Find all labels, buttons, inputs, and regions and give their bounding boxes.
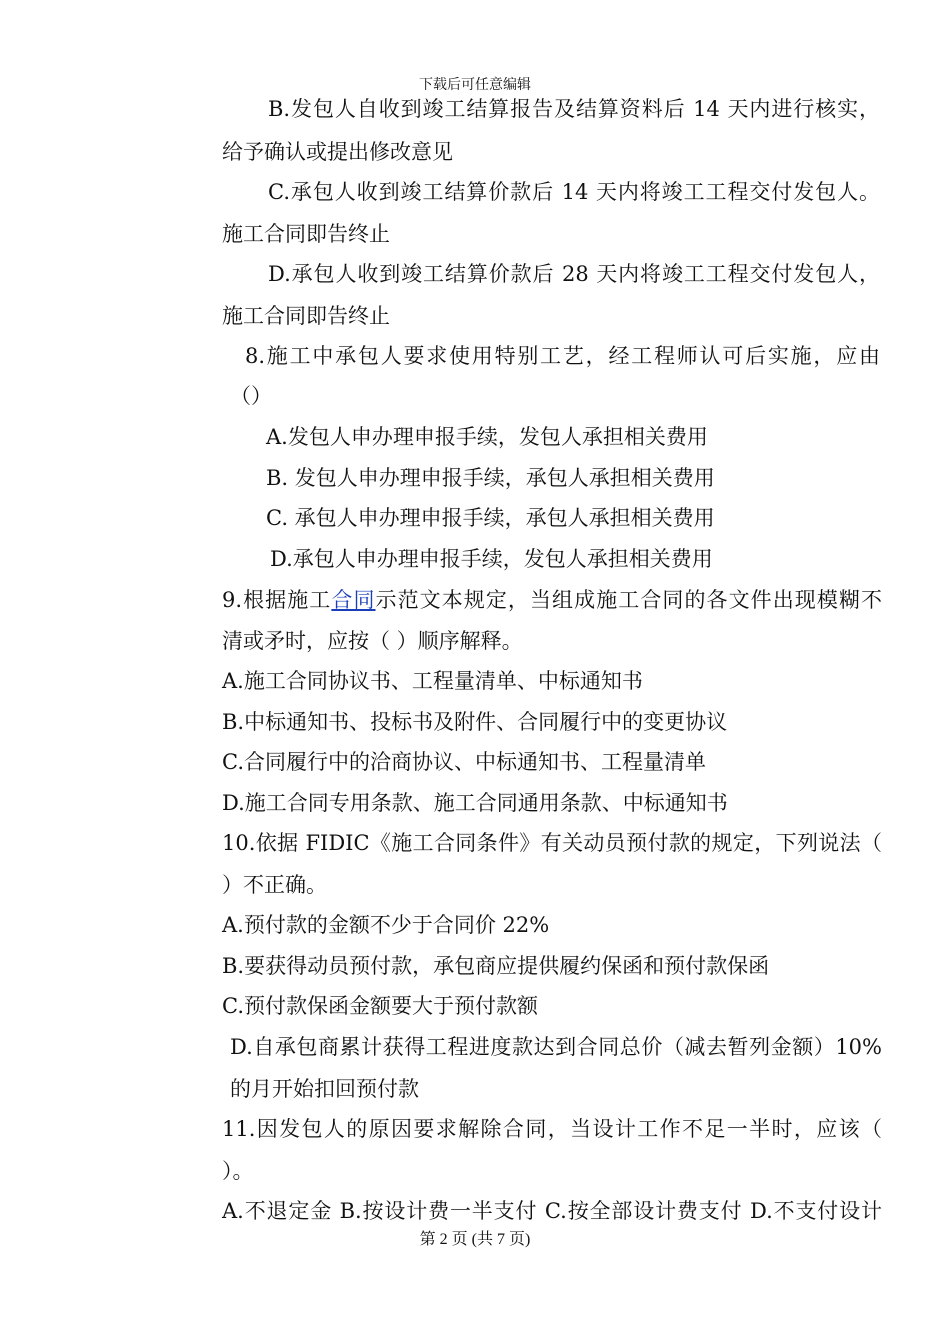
page-header: 下载后可任意编辑 <box>419 77 531 93</box>
option-9d: D.施工合同专用条款、施工合同通用条款、中标通知书 <box>222 791 728 815</box>
question-8-line-2: （） <box>230 384 272 408</box>
option-7c-line-2: 施工合同即告终止 <box>222 222 390 246</box>
question-9-line-1 <box>222 586 882 614</box>
question-9-text-start: 9.根据施工 <box>222 588 332 612</box>
option-7b-line-2: 给予确认或提出修改意见 <box>222 140 453 164</box>
question-11-options: A.不退定金 B.按设计费一半支付 C.按全部设计费支付 D.不支付设计 <box>222 1199 882 1223</box>
question-10-line-2: ）不正确。 <box>222 873 327 897</box>
question-10-line-1: 10.依据 FIDIC《施工合同条件》有关动员预付款的规定，下列说法（ <box>222 831 882 855</box>
option-7d-line-2: 施工合同即告终止 <box>222 304 390 328</box>
option-10a: A.预付款的金额不少于合同价 22% <box>222 913 550 937</box>
option-8a: A.发包人申办理申报手续，发包人承担相关费用 <box>266 425 708 449</box>
question-11-line-2: ）。 <box>222 1159 254 1183</box>
question-8-line-1: 8.施工中承包人要求使用特别工艺，经工程师认可后实施，应由 <box>245 344 880 368</box>
option-8b: B. 发包人申办理申报手续，承包人承担相关费用 <box>266 466 715 490</box>
question-9-line-2: 清或矛时，应按（ ）顺序解释。 <box>222 629 523 653</box>
option-10d-line-1: D.自承包商累计获得工程进度款达到合同总价（减去暂列金额）10% <box>230 1035 882 1059</box>
option-7c-line-1: C.承包人收到竣工结算价款后 14 天内将竣工工程交付发包人。 <box>268 180 880 204</box>
question-9-text-end: 示范文本规定，当组成施工合同的各文件出现模糊不 <box>375 588 882 612</box>
option-9b: B.中标通知书、投标书及附件、合同履行中的变更协议 <box>222 710 728 734</box>
option-8d: D.承包人申办理申报手续，发包人承担相关费用 <box>270 547 713 571</box>
option-7b-line-1: B.发包人自收到竣工结算报告及结算资料后 14 天内进行核实， <box>268 97 880 121</box>
question-11-line-1: 11.因发包人的原因要求解除合同，当设计工作不足一半时，应该（ <box>222 1117 882 1141</box>
option-7d-line-1: D.承包人收到竣工结算价款后 28 天内将竣工工程交付发包人， <box>268 262 880 286</box>
option-9a: A.施工合同协议书、工程量清单、中标通知书 <box>222 669 643 693</box>
option-8c: C. 承包人申办理申报手续，承包人承担相关费用 <box>266 506 715 530</box>
option-9c: C.合同履行中的洽商协议、中标通知书、工程量清单 <box>222 750 706 774</box>
option-10b: B.要获得动员预付款，承包商应提供履约保函和预付款保函 <box>222 954 770 978</box>
contract-link[interactable]: 合同 <box>331 588 376 612</box>
option-10d-line-2: 的月开始扣回预付款 <box>230 1077 419 1101</box>
page-footer: 第 2 页 (共 7 页) <box>419 1231 531 1248</box>
option-10c: C.预付款保函金额要大于预付款额 <box>222 994 538 1018</box>
